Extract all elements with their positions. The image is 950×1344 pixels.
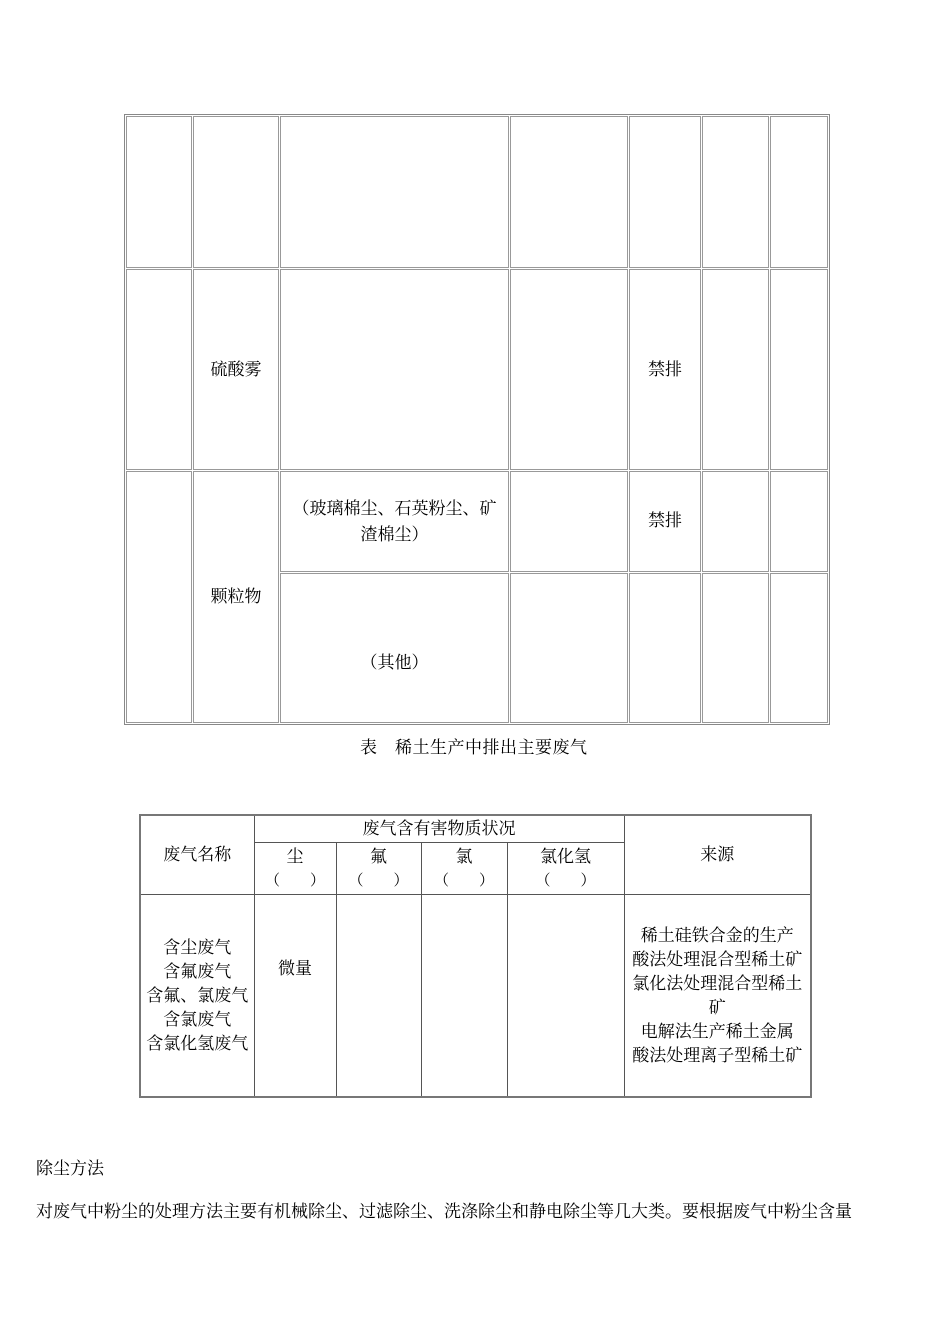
section-title: 除尘方法 [36, 1159, 104, 1179]
header-unit: （ ） [348, 871, 409, 890]
table-cell [126, 269, 192, 470]
header-fluorine [336, 842, 421, 894]
table-row [126, 269, 828, 470]
header-chlorine [421, 842, 507, 894]
header-harmful-substances: 废气含有害物质状况 [254, 815, 624, 842]
dust-cell: 微量 [254, 895, 336, 1097]
source-item: 氯化法处理混合型稀土矿 [632, 973, 803, 1018]
chlorine-cell [421, 895, 507, 1097]
header-label: 氯化氢 [540, 847, 591, 868]
header-gas-name: 废气名称 [140, 815, 254, 895]
source-item: 稀土硅铁合金的生产 [640, 925, 794, 946]
table-caption: 表 稀土生产中排出主要废气 [360, 738, 588, 758]
gas-name: 含氯化氢废气 [146, 1033, 249, 1054]
header-unit: （ ） [433, 871, 494, 890]
table-cell [510, 573, 628, 723]
header-dust [254, 842, 336, 894]
limit-cell: 禁排 [629, 471, 701, 572]
header-unit: （ ） [264, 871, 325, 890]
body-paragraph: 对废气中粉尘的处理方法主要有机械除尘、过滤除尘、洗涤除尘和静电除尘等几大类。要根据废气中粉尘含量 [36, 1202, 852, 1222]
table-cell [702, 573, 769, 723]
header-hcl [507, 842, 624, 894]
hcl-cell [507, 895, 624, 1097]
table-row [126, 471, 828, 572]
header-label: 氟 [370, 847, 387, 868]
pollutant-type-cell: （玻璃棉尘、石英粉尘、矿渣棉尘） [280, 471, 509, 572]
table-cell [770, 573, 828, 723]
header-label: 氯 [455, 847, 473, 868]
gas-name: 含氟废气 [163, 961, 232, 982]
table-cell [280, 269, 509, 470]
fluorine-cell [336, 895, 421, 1097]
table-cell [770, 269, 828, 470]
table-cell [510, 116, 628, 268]
table-cell [510, 471, 628, 572]
header-unit: （ ） [535, 871, 596, 890]
pollutant-name-cell: 颗粒物 [193, 471, 279, 723]
table-cell [126, 116, 192, 268]
table-cell [702, 269, 769, 470]
gas-name: 含氯废气 [163, 1009, 232, 1030]
table-row [140, 895, 811, 1097]
table-cell [770, 116, 828, 268]
header-label: 尘 [286, 847, 304, 868]
gas-names-cell [140, 895, 254, 1097]
table-cell [193, 116, 279, 268]
gas-name: 含尘废气 [163, 937, 232, 958]
waste-gas-table [139, 814, 812, 1098]
table-cell [629, 573, 701, 723]
pollutant-type-cell: （其他） [280, 573, 509, 723]
table-cell [126, 471, 192, 723]
table-cell [510, 269, 628, 470]
header-source: 来源 [624, 815, 811, 895]
pollutant-name-cell: 硫酸雾 [193, 269, 279, 470]
table-cell [629, 116, 701, 268]
table-header-row [140, 815, 811, 842]
emission-standard-table [124, 114, 830, 725]
table-cell [280, 116, 509, 268]
table-row [126, 116, 828, 268]
source-item: 酸法处理离子型稀土矿 [632, 1045, 803, 1066]
table-cell [702, 116, 769, 268]
source-item: 电解法生产稀土金属 [640, 1021, 794, 1042]
table-cell [702, 471, 769, 572]
gas-name: 含氟、氯废气 [146, 985, 249, 1006]
source-item: 酸法处理混合型稀土矿 [632, 949, 803, 970]
limit-cell: 禁排 [629, 269, 701, 470]
sources-cell [624, 895, 811, 1097]
table-cell [770, 471, 828, 572]
